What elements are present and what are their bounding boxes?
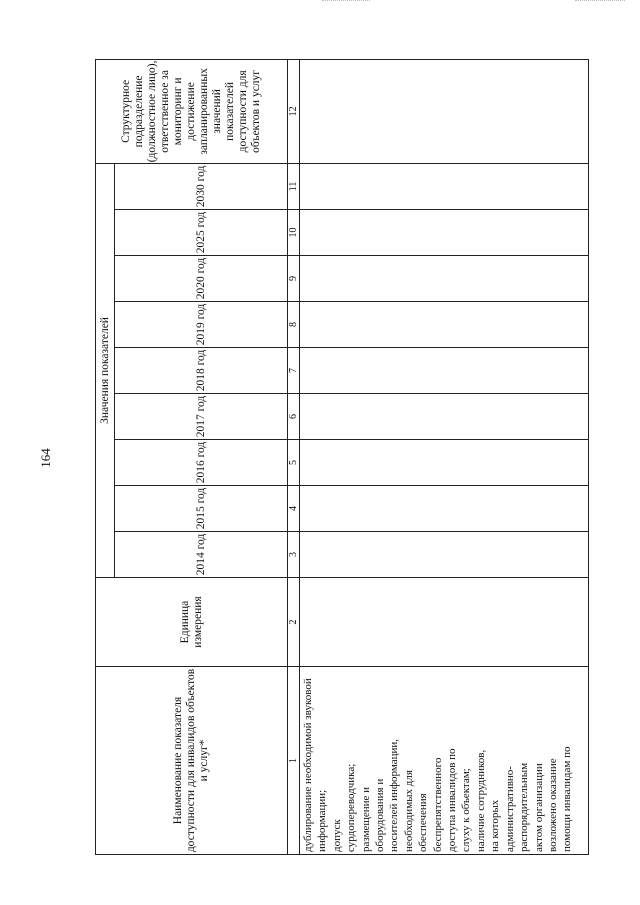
column-number: 10 [288,210,300,256]
value-cell [300,348,589,394]
description-line: помощи инвалидам по [561,746,574,852]
page-number: 164 [37,448,53,468]
description-line: административно- [503,766,516,852]
unit-cell [300,578,589,667]
header-year: 2030 год [115,163,288,209]
description-line: дублирование необходимой звуковой [302,678,314,852]
rotated-table-container [95,60,585,855]
column-number: 2 [288,578,300,667]
description-line: оборудования и [374,778,387,852]
description-line: актом организации [532,763,545,852]
value-cell [300,486,589,532]
column-number: 5 [288,440,300,486]
rotated-table [95,60,585,855]
header-indicator-name: Наименование показателя доступности для инвалидов объектов и услуг* [96,667,288,855]
column-number: 12 [288,59,300,163]
description-line: беспрепятственного [431,757,444,852]
column-number: 11 [288,163,300,209]
description-line: обеспечения [417,793,430,852]
value-cell [300,394,589,440]
description-line: допуск [330,819,343,852]
value-cell [300,256,589,302]
column-number: 3 [288,532,300,578]
column-number: 4 [288,486,300,532]
header-year: 2025 год [115,210,288,256]
accessibility-indicators-table [95,59,589,855]
column-number: 1 [288,667,300,855]
header-year: 2017 год [115,394,288,440]
column-number: 9 [288,256,300,302]
column-number: 8 [288,302,300,348]
column-number: 6 [288,394,300,440]
description-line: информации; [316,789,329,852]
value-cell [300,210,589,256]
description-line: распорядительным [518,762,531,852]
responsible-cell [300,59,589,163]
description-line: необходимых для [402,770,415,852]
header-year: 2020 год [115,256,288,302]
description-line: носителей информации, [388,738,401,852]
description-line: на которых [489,799,502,852]
description-line: возложено оказание [546,758,559,852]
header-year: 2019 год [115,302,288,348]
header-year: 2014 год [115,532,288,578]
description-line: наличие сотрудников, [474,749,487,852]
description-line: доступа инвалидов по [446,748,459,852]
value-cell [300,532,589,578]
scan-artifact [322,0,370,3]
value-cell [300,302,589,348]
table-row [300,59,589,854]
description-line: слуху к объектам; [460,768,473,852]
header-values-group: Значения показателей [96,163,115,577]
value-cell [300,440,589,486]
column-number: 7 [288,348,300,394]
description-line: сурдопереводчика; [345,763,358,852]
description-line: размещение и [359,786,372,852]
header-year: 2016 год [115,440,288,486]
scan-artifact [575,0,625,3]
header-year: 2015 год [115,486,288,532]
value-cell [300,163,589,209]
header-year: 2018 год [115,348,288,394]
header-unit: Единица измерения [96,578,288,667]
indicator-description [300,667,589,855]
header-responsible: Структурное подразделение (должностное лицо), ответственное за мониторинг и достижение запланированных значений показателей доступности для объектов и услуг [96,59,288,163]
